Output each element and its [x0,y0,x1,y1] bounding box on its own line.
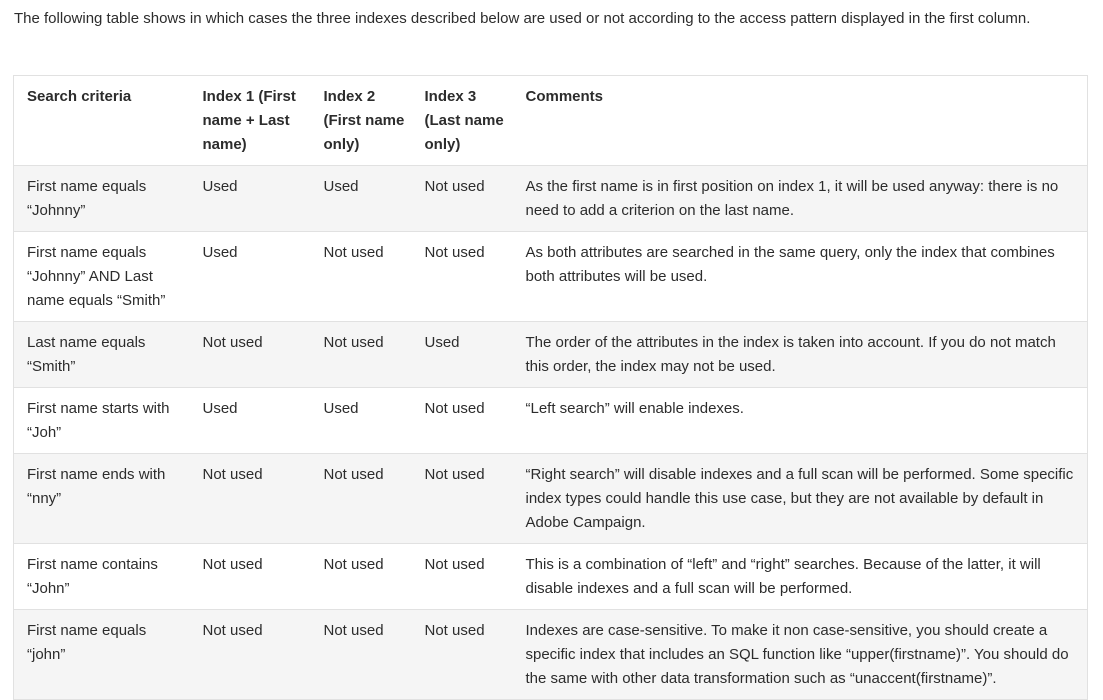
header-comments: Comments [513,76,1088,166]
cell-index-3: Used [412,322,513,388]
cell-index-3: Not used [412,544,513,610]
cell-search-criteria: Last name equals “Smith” [14,322,190,388]
cell-index-2: Not used [311,232,412,322]
cell-index-3: Not used [412,388,513,454]
index-usage-table [13,75,1088,700]
cell-comments: As the first name is in first position on index 1, it will be used anyway: there is no need to add a criterion on the last name. [513,166,1088,232]
cell-index-2: Not used [311,322,412,388]
cell-index-2: Not used [311,454,412,544]
cell-comments: As both attributes are searched in the same query, only the index that combines both attributes will be used. [513,232,1088,322]
table-row [14,454,1088,544]
table-row [14,232,1088,322]
cell-search-criteria: First name equals “Johnny” [14,166,190,232]
cell-index-3: Not used [412,166,513,232]
table-row [14,544,1088,610]
table-row [14,610,1088,700]
header-index-1: Index 1 (First name + Last name) [190,76,311,166]
cell-index-3: Not used [412,232,513,322]
table-header-row [14,76,1088,166]
cell-index-1: Used [190,232,311,322]
cell-index-1: Not used [190,454,311,544]
table-row [14,166,1088,232]
header-index-2: Index 2 (First name only) [311,76,412,166]
cell-search-criteria: First name ends with “nny” [14,454,190,544]
header-search-criteria: Search criteria [14,76,190,166]
intro-paragraph: The following table shows in which cases the three indexes described below are used or not according to the access pattern displayed in the first column. [14,10,1031,27]
cell-comments: Indexes are case-sensitive. To make it non case-sensitive, you should create a specific index that includes an SQL function like “upper(firstname)”. You should do the same with other data transformation such as “unaccent(firstname)”. [513,610,1088,700]
cell-search-criteria: First name equals “john” [14,610,190,700]
cell-comments: “Left search” will enable indexes. [513,388,1088,454]
cell-index-1: Used [190,388,311,454]
cell-comments: This is a combination of “left” and “right” searches. Because of the latter, it will disable indexes and a full scan will be performed. [513,544,1088,610]
header-index-3: Index 3 (Last name only) [412,76,513,166]
cell-index-1: Not used [190,322,311,388]
cell-index-1: Not used [190,610,311,700]
table-row [14,388,1088,454]
cell-index-2: Not used [311,610,412,700]
cell-index-2: Used [311,388,412,454]
cell-comments: “Right search” will disable indexes and a full scan will be performed. Some specific index types could handle this use case, but they are not available by default in Adobe Campaign. [513,454,1088,544]
index-usage-table-container [13,75,1087,700]
table-row [14,322,1088,388]
cell-search-criteria: First name equals “Johnny” AND Last name equals “Smith” [14,232,190,322]
cell-index-2: Used [311,166,412,232]
cell-index-3: Not used [412,454,513,544]
cell-comments: The order of the attributes in the index is taken into account. If you do not match this order, the index may not be used. [513,322,1088,388]
cell-index-1: Not used [190,544,311,610]
cell-index-2: Not used [311,544,412,610]
cell-search-criteria: First name contains “John” [14,544,190,610]
cell-index-3: Not used [412,610,513,700]
cell-search-criteria: First name starts with “Joh” [14,388,190,454]
cell-index-1: Used [190,166,311,232]
